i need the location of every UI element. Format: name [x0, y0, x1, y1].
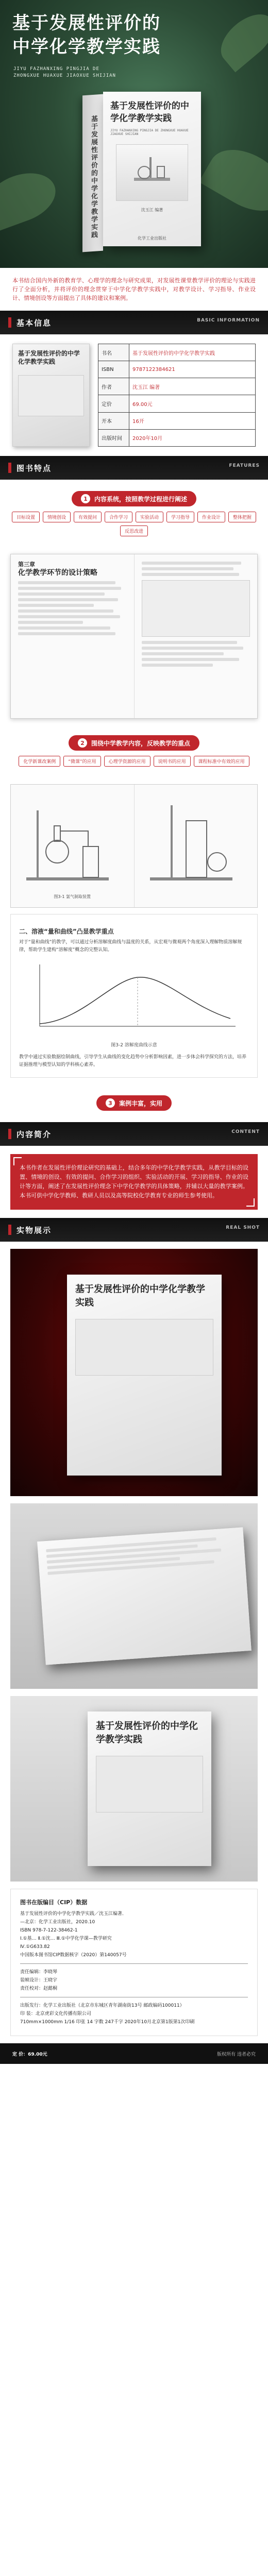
section-header-basic-info: 基本信息 BASIC INFORMATION [0, 311, 268, 334]
feature-pill-1: 1 内容系统，按照教学过程进行阐述 [72, 491, 196, 506]
info-value: 基于发展性评价的中学化学教学实践 [129, 344, 256, 361]
features-block [0, 480, 268, 549]
info-row [98, 344, 256, 361]
feature-tag: 反思改进 [120, 526, 148, 536]
hero-subtitle: JIYU FAZHANXING PINGJIA DE ZHONGXUE HUAXUE JIAOXUE SHIJIAN [13, 66, 116, 78]
feature-tag: 学习指导 [166, 512, 194, 522]
book-spine: 基于发展性评价的中学化学教学实践 [82, 94, 103, 252]
info-row [98, 361, 256, 378]
feature-pill-2: 2 围绕中学教学内容，反映教学的重点 [69, 735, 199, 751]
book-text-page: 二、溶液“量和曲线”凸显教学重点 对于“量和曲线”的教学，可以通过分析溶解度曲线与温度的关系，从宏观与微观两个角度深入理解物质溶解规律，帮助学生建构“溶解度”概念的完整认知。 图3-2 溶解度曲线示意 教学中通过实验数据绘制曲线，引导学生从曲线的变化趋势中分析影响因素，进一步体会科学探究的方法，培养证据推理与模型认知的学科核心素养。 [10, 914, 258, 1078]
leaf-decoration [212, 5, 268, 73]
hero-banner [0, 0, 268, 268]
cip-line: Ⅰ.①基… Ⅱ.①沈… Ⅲ.①中学化学课—教学研究 [20, 1936, 112, 1941]
cip-page: 图书在版编目（CIP）数据 基于发展性评价的中学化学教学实践／沈玉江编著． —北京：化学工业出版社，2020.10 ISBN 978-7-122-38462-1 Ⅰ.①基… Ⅱ.①沈… Ⅲ.①中学化学课—教学研究 Ⅳ.①G633.82 中国版本图书馆CIP数据核字（2020）第140057号 责任编辑：李晓琴 装帧设计：王晓宇 责任校对：赵懿桐 出版发行：化学工业出版社（北京市东城区青年湖南街13号 邮政编码100011） 印 装：北京虎彩文化传播有限公司 710mm×1000mm 1/16 印张 14 字数 247千字 2020年10月北京第1版第1次印刷 [10, 1889, 258, 2036]
cover-illustration [116, 144, 188, 201]
feature-tag: 合作学习 [105, 512, 132, 522]
price-footer: 定 价：69.00元 版权所有 违者必究 [0, 2043, 268, 2064]
info-key: 定价 [98, 395, 129, 412]
photo-book-angle: 基于发展性评价的中学化学教学实践 [10, 1696, 258, 1882]
cip-line: ISBN 978-7-122-38462-1 [20, 1928, 78, 1933]
feature-tags-2 [10, 756, 258, 767]
info-key: 书名 [98, 344, 129, 361]
feature-tag: 整体把握 [228, 512, 256, 522]
content-summary: 本书作者在发展性评价理论研究的基础上，结合多年的中学化学教学实践，从教学目标的设置、情境的创设、有效的提问、合作学习的组织、实验活动的开展、学习的指导、作业的设计等方面，阐述了在发展性评价理念下中学化学教学的具体策略，并辅以大量的教学案例。本书可供中学化学教师、教研人员以及高等院校化学教育专业的师生参考使用。 [10, 1154, 258, 1210]
cip-line: —北京：化学工业出版社，2020.10 [20, 1920, 95, 1925]
feature-tag: 说明书的应用 [154, 756, 191, 767]
feature-tag: 心理学资源的应用 [104, 756, 150, 767]
info-value: 沈玉江 编著 [129, 378, 256, 395]
info-value: 16开 [129, 412, 256, 429]
info-row [98, 395, 256, 412]
info-value: 69.00元 [129, 395, 256, 412]
basic-info-table [98, 344, 256, 447]
book-cover-3d [82, 92, 201, 251]
basic-info-block [0, 334, 268, 456]
book-spread-apparatus: 图3-1 氯气制取装置 [10, 784, 258, 908]
section-header-photos: 实物展示 REAL SHOT [0, 1218, 268, 1242]
feature-tag: 化学新课改案例 [19, 756, 60, 767]
cip-line: Ⅳ.①G633.82 [20, 1944, 50, 1950]
cip-line: 中国版本图书馆CIP数据核字（2020）第140057号 [20, 1953, 127, 1958]
photo-book-open [10, 1503, 258, 1689]
feature-tag: “微课”的应用 [63, 756, 100, 767]
feature-tag: 作业设计 [197, 512, 225, 522]
section-header-features: 图书特点 FEATURES [0, 456, 268, 480]
info-value: 2020年10月 [129, 429, 256, 446]
info-row [98, 378, 256, 395]
info-key: 开本 [98, 412, 129, 429]
photo-book-front: 基于发展性评价的中学化学教学实践 [10, 1249, 258, 1496]
feature-tag: 实验活动 [136, 512, 163, 522]
feature-pill-3: 3 案例丰富，实用 [96, 1095, 172, 1111]
solubility-curve-figure [19, 959, 249, 1037]
info-row [98, 412, 256, 429]
cip-line: 基于发展性评价的中学化学教学实践／沈玉江编著． [20, 1911, 127, 1917]
feature-tag: 目标设置 [12, 512, 40, 522]
book-thumbnail: 基于发展性评价的中学化学教学实践 [12, 344, 90, 447]
book-spread-chapter: 第三章 化学教学环节的设计策略 [10, 554, 258, 719]
info-key: 作者 [98, 378, 129, 395]
hero-title: 基于发展性评价的 中学化学教学实践 [12, 13, 161, 57]
section-header-content: 内容简介 CONTENT [0, 1122, 268, 1146]
feature-tag: 有效提问 [74, 512, 102, 522]
info-key: 出版时间 [98, 429, 129, 446]
feature-tag: 课程标准中有效的应用 [194, 756, 249, 767]
book-front-cover: 基于发展性评价的中学化学教学实践 JIYU FAZHANXING PINGJIA DE ZHONGXUE HUAXUE JIAOXUE SHIJIAN 沈玉江 编著 化学工业出版社 [103, 92, 201, 246]
intro-text: 本书结合国内外新的教育学、心理学的理念与研究成果，对发展性课堂教学评价的理论与实践进行了全面分析，并将评价的理念贯穿于中学化学教学实践中，对教学设计、学习指导、作业设计、情境创设等方面提出了具体的建议和案例。 [0, 268, 268, 311]
info-value: 9787122384621 [129, 361, 256, 378]
info-key: ISBN [98, 361, 129, 378]
feature-tag: 情境创设 [43, 512, 71, 522]
leaf-decoration [199, 138, 268, 224]
info-row [98, 429, 256, 446]
feature-tags [10, 512, 258, 536]
leaf-decoration [0, 164, 62, 232]
